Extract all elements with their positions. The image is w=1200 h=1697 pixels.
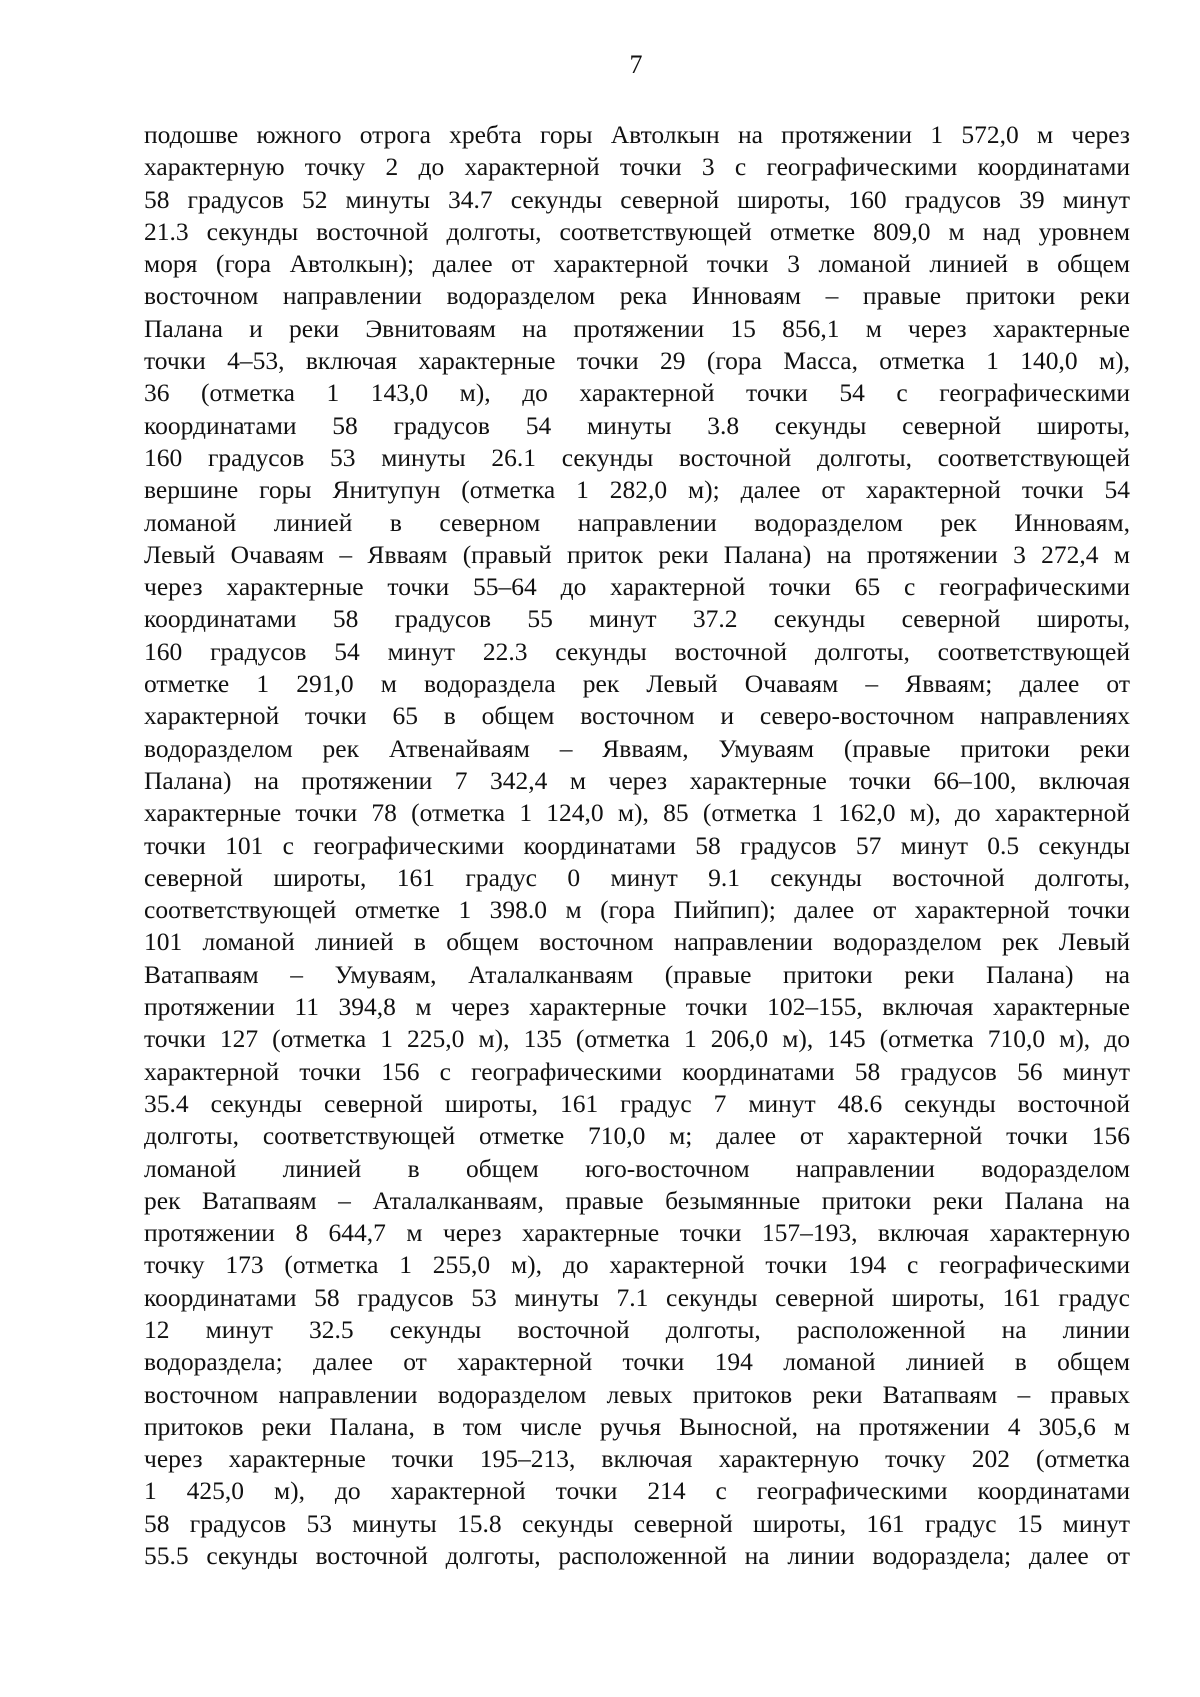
text-line: вершине горы Янитупун (отметка 1 282,0 м); далее от характерной точки 54 (144, 475, 1130, 505)
text-line: подошве южного отрога хребта горы Автолкын на протяжении 1 572,0 м через (144, 120, 1130, 149)
text-line: 55.5 секунды восточной долготы, расположенной на линии водораздела; далее от (144, 1541, 1130, 1571)
text-line: восточном направлении водоразделом левых притоков реки Ватапваям – правых (144, 1379, 1130, 1409)
text-line: соответствующей отметке 1 398.0 м (гора Пийпип); далее от характерной точки (144, 895, 1130, 925)
text-line: координатами 58 градусов 53 минуты 7.1 секунды северной широты, 161 градус (144, 1282, 1130, 1312)
text-line: восточном направлении водоразделом река Инноваям – правые притоки реки (144, 281, 1130, 311)
text-line: ломаной линией в общем юго-восточном направлении водоразделом (144, 1153, 1130, 1183)
text-line: 12 минут 32.5 секунды восточной долготы, расположенной на линии (144, 1314, 1130, 1344)
text-line: точки 127 (отметка 1 225,0 м), 135 (отметка 1 206,0 м), 145 (отметка 710,0 м), до (144, 1024, 1130, 1054)
page-number: 7 (629, 50, 643, 79)
text-line: 160 градусов 54 минут 22.3 секунды восточной долготы, соответствующей (144, 636, 1130, 666)
text-line: характерной точки 65 в общем восточном и северо-восточном направлениях (144, 701, 1130, 731)
text-line: моря (гора Автолкын); далее от характерной точки 3 ломаной линией в общем (144, 249, 1130, 279)
text-line: Палана и реки Эвнитоваям на протяжении 15 856,1 м через характерные (144, 313, 1130, 343)
text-line: северной широты, 161 градус 0 минут 9.1 секунды восточной долготы, (144, 862, 1130, 892)
body-text (144, 119, 1130, 1572)
text-line: 58 градусов 53 минуты 15.8 секунды северной широты, 161 градус 15 минут (144, 1508, 1130, 1538)
text-line: протяжении 8 644,7 м через характерные точки 157–193, включая характерную (144, 1218, 1130, 1248)
text-line: 1 425,0 м), до характерной точки 214 с географическими координатами (144, 1476, 1130, 1506)
text-line: точки 101 с географическими координатами 58 градусов 57 минут 0.5 секунды (144, 830, 1130, 860)
text-line: водораздела; далее от характерной точки 194 ломаной линией в общем (144, 1347, 1130, 1377)
text-line: водоразделом рек Атвенайваям – Явваям, Умуваям (правые притоки реки (144, 733, 1130, 763)
text-line: Ватапваям – Умуваям, Аталалканваям (правые притоки реки Палана) на (144, 959, 1130, 989)
text-line: 21.3 секунды восточной долготы, соответствующей отметке 809,0 м над уровнем (144, 216, 1130, 246)
text-line: точку 173 (отметка 1 255,0 м), до характерной точки 194 с географическими (144, 1250, 1130, 1280)
text-line: притоков реки Палана, в том числе ручья Выносной, на протяжении 4 305,6 м (144, 1411, 1130, 1441)
text-line: координатами 58 градусов 54 минуты 3.8 секунды северной широты, (144, 410, 1130, 440)
text-line: 35.4 секунды северной широты, 161 градус 7 минут 48.6 секунды восточной (144, 1088, 1130, 1118)
text-line: Палана) на протяжении 7 342,4 м через характерные точки 66–100, включая (144, 765, 1130, 795)
text-line: рек Ватапваям – Аталалканваям, правые безымянные притоки реки Палана на (144, 1185, 1130, 1215)
text-line: Левый Очаваям – Явваям (правый приток реки Палана) на протяжении 3 272,4 м (144, 539, 1130, 569)
text-line: 36 (отметка 1 143,0 м), до характерной точки 54 с географическими (144, 378, 1130, 408)
text-line: координатами 58 градусов 55 минут 37.2 секунды северной широты, (144, 604, 1130, 634)
text-line: протяжении 11 394,8 м через характерные точки 102–155, включая характерные (144, 992, 1130, 1022)
text-line: долготы, соответствующей отметке 710,0 м; далее от характерной точки 156 (144, 1121, 1130, 1151)
text-line: характерные точки 78 (отметка 1 124,0 м), 85 (отметка 1 162,0 м), до характерной (144, 798, 1130, 828)
text-line: 58 градусов 52 минуты 34.7 секунды северной широты, 160 градусов 39 минут (144, 184, 1130, 214)
text-line: ломаной линией в северном направлении водоразделом рек Инноваям, (144, 507, 1130, 537)
text-line: характерной точки 156 с географическими координатами 58 градусов 56 минут (144, 1056, 1130, 1086)
text-line: точки 4–53, включая характерные точки 29 (гора Масса, отметка 1 140,0 м), (144, 346, 1130, 376)
text-line: через характерные точки 55–64 до характерной точки 65 с географическими (144, 572, 1130, 602)
text-line: 160 градусов 53 минуты 26.1 секунды восточной долготы, соответствующей (144, 442, 1130, 472)
text-line: через характерные точки 195–213, включая характерную точку 202 (отметка (144, 1444, 1130, 1474)
text-line: характерную точку 2 до характерной точки 3 с географическими координатами (144, 152, 1130, 182)
text-line: 101 ломаной линией в общем восточном направлении водоразделом рек Левый (144, 927, 1130, 957)
text-line: отметке 1 291,0 м водораздела рек Левый Очаваям – Явваям; далее от (144, 669, 1130, 699)
